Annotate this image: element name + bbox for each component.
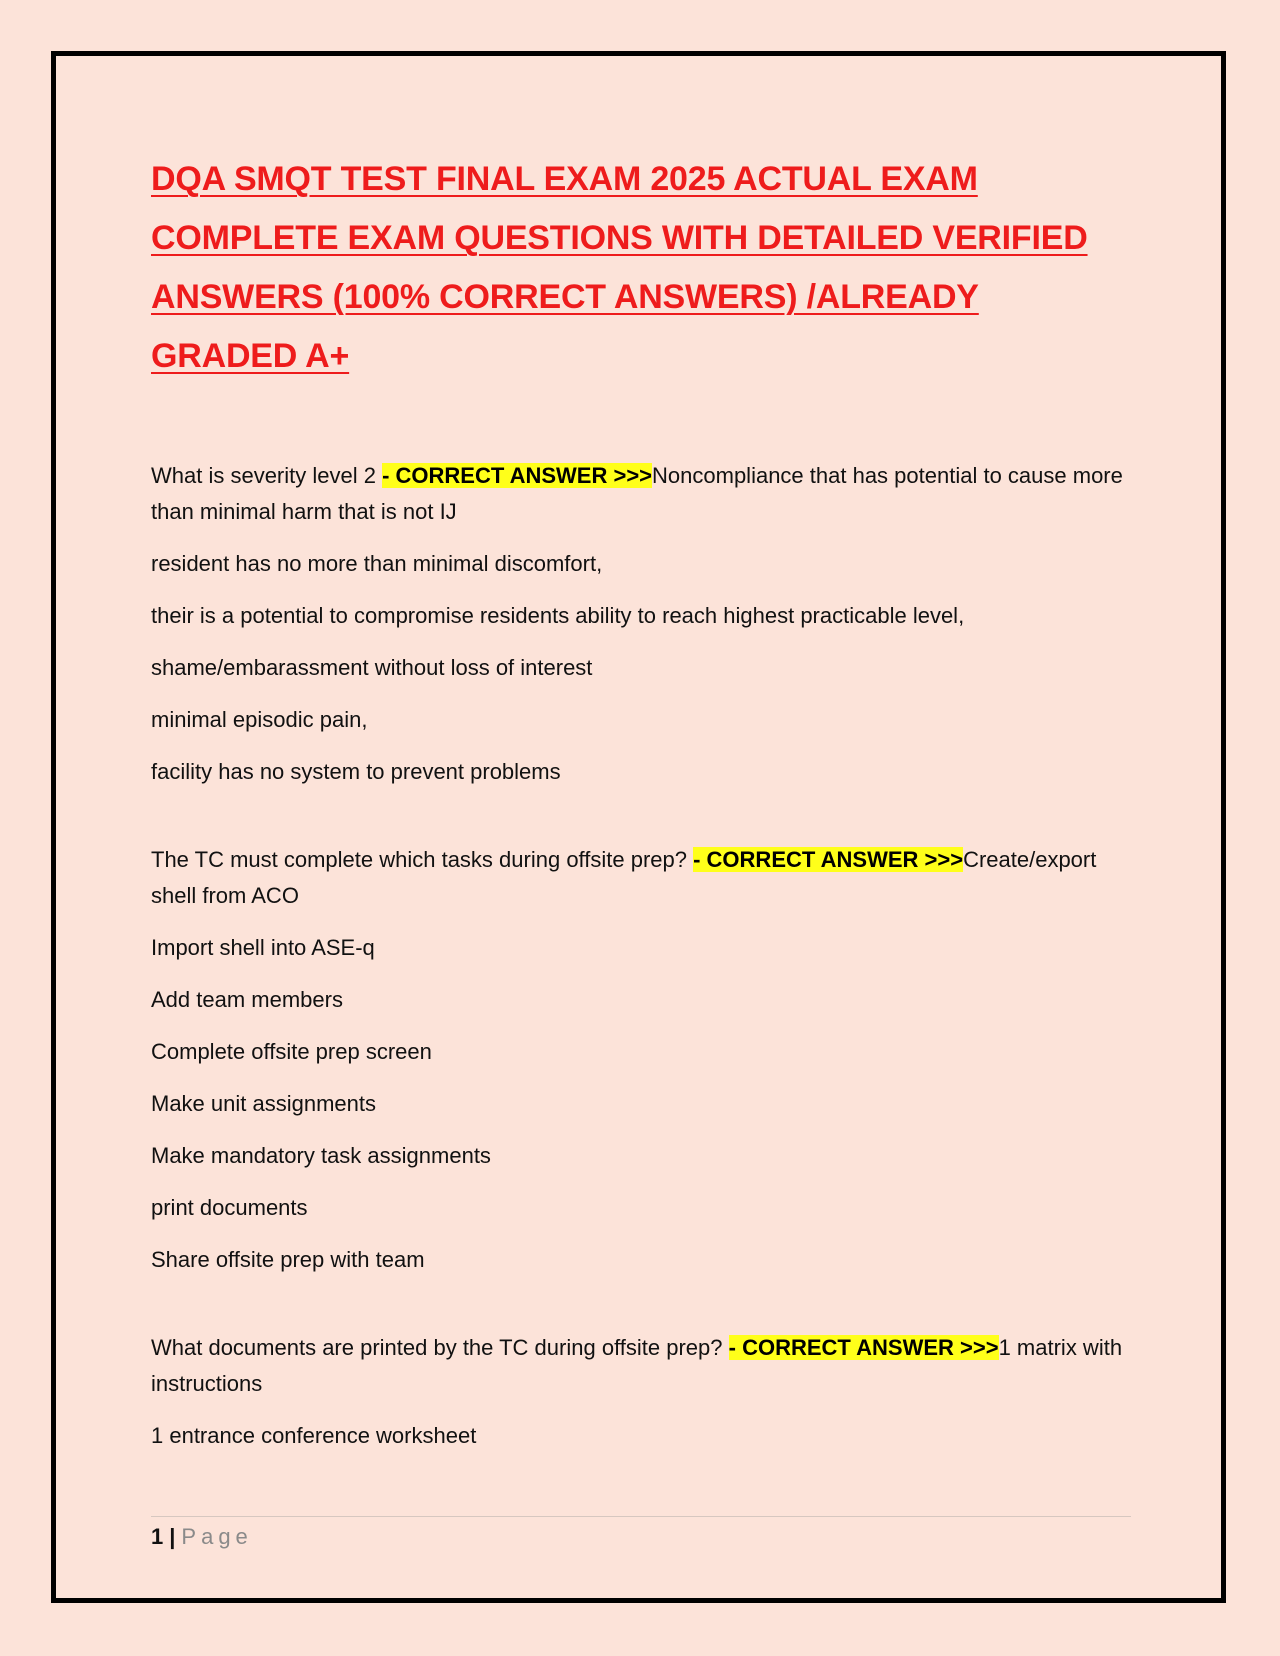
answer-line: shame/embarassment without loss of interest [151, 655, 593, 680]
qa-item [151, 842, 1131, 1278]
answer-line: Import shell into ASE-q [151, 935, 375, 960]
question-text: What documents are printed by the TC during offsite prep? [151, 1335, 729, 1360]
correct-answer-marker: - CORRECT ANSWER >>> [382, 463, 653, 488]
correct-answer-marker: - CORRECT ANSWER >>> [693, 847, 964, 872]
page-footer [151, 1516, 1131, 1553]
question-text: The TC must complete which tasks during offsite prep? [151, 847, 694, 872]
answer-line: 1 entrance conference worksheet [151, 1423, 477, 1448]
qa-item [151, 1330, 1131, 1454]
answer-line: minimal episodic pain, [151, 707, 368, 732]
answer-line: Complete offsite prep screen [151, 1039, 432, 1064]
answer-text: Create/export shell from ACO [151, 847, 1097, 908]
answer-line: Make unit assignments [151, 1091, 376, 1116]
page-number: 1 [151, 1524, 164, 1549]
answer-line: resident has no more than minimal discomfort, [151, 551, 603, 576]
answer-line: Add team members [151, 987, 343, 1012]
qa-item [151, 458, 1131, 790]
answer-line: facility has no system to prevent problems [151, 759, 561, 784]
question-text: What is severity level 2 [151, 463, 383, 488]
footer-separator: | [169, 1524, 176, 1549]
question-paragraph [151, 842, 1131, 914]
answer-line: Make mandatory task assignments [151, 1143, 491, 1168]
question-paragraph [151, 458, 1131, 530]
question-paragraph [151, 1330, 1131, 1402]
qa-list [151, 458, 1131, 1454]
answer-line: Share offsite prep with team [151, 1247, 425, 1272]
answer-line: print documents [151, 1195, 308, 1220]
document-title: DQA SMQT TEST FINAL EXAM 2025 ACTUAL EXAM COMPLETE EXAM QUESTIONS WITH DETAILED VERIFIED ANSWERS (100% CORRECT ANSWERS) /ALREADY GRADED A+ [151, 160, 1088, 375]
page-label: Page [181, 1524, 253, 1549]
document-body [151, 150, 1131, 1470]
answer-text: 1 matrix with instructions [151, 1335, 1123, 1396]
answer-line: their is a potential to compromise residents ability to reach highest practicable level, [151, 603, 965, 628]
correct-answer-marker: - CORRECT ANSWER >>> [728, 1335, 999, 1360]
answer-text: Noncompliance that has potential to cause more than minimal harm that is not IJ [151, 463, 1123, 524]
